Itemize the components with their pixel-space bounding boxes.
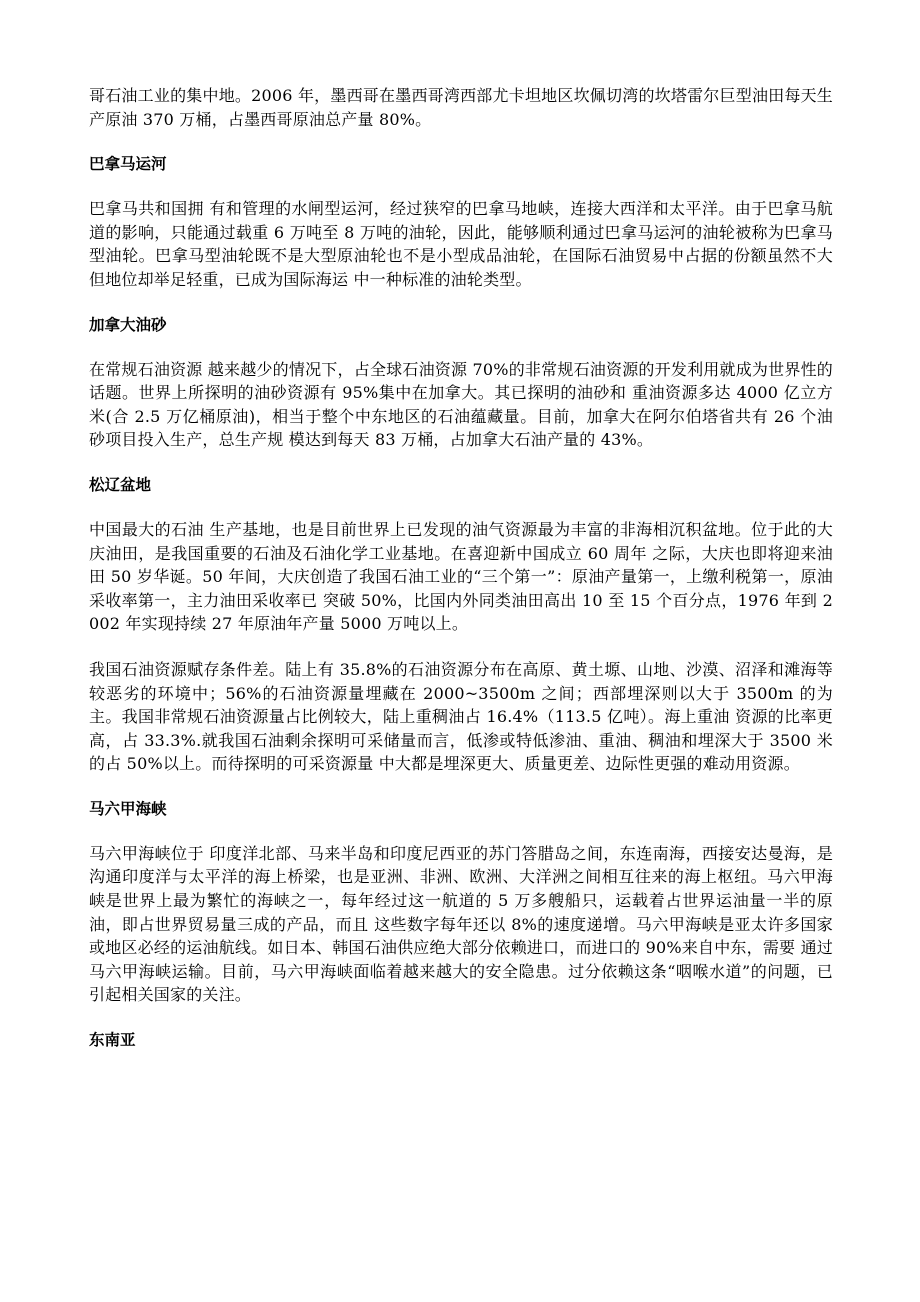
heading-malacca-strait: 马六甲海峡 xyxy=(89,799,167,818)
document-page xyxy=(89,84,833,1073)
paragraph-panama-canal: 巴拿马共和国拥 有和管理的水闸型运河，经过狭窄的巴拿马地峡，连接大西洋和太平洋。由于巴拿马航道的影响，只能通过载重 6 万吨至 8 万吨的油轮，因此，能够顺利通过巴拿马运河的油轮被称为巴拿马型油轮。巴拿马型油轮既不是大型原油轮也不是小型成品油轮，在国际石油贸易中占据的份额虽然不大但地位却举足轻重，已成为国际海运 中一种标准的油轮类型。 xyxy=(89,199,833,289)
heading-panama-canal: 巴拿马运河 xyxy=(89,155,167,174)
heading-southeast-asia: 东南亚 xyxy=(89,1031,136,1050)
paragraph-china-resources: 我国石油资源赋存条件差。陆上有 35.8%的石油资源分布在高原、黄土塬、山地、沙漠、沼泽和滩海等较恶劣的环境中；56%的石油资源量埋藏在 2000~3500m 之间；西部埋深则以大于 3500m 的为主。我国非常规石油资源量占比例较大，陆上重稠油占 16.4%（113.5 亿吨）。海上重油 资源的比率更高，占 33.3%.就我国石油剩余探明可采储量而言，低渗或特低渗油、重油、稠油和埋深大于 3500 米的占 50%以上。而待探明的可采资源量 中大都是埋深更大、质量更差、边际性更强的难动用资源。 xyxy=(89,659,833,774)
heading-songliao-basin: 松辽盆地 xyxy=(89,475,152,494)
paragraph-mexico-continuation: 哥石油工业的集中地。2006 年，墨西哥在墨西哥湾西部尤卡坦地区坎佩切湾的坎塔雷尔巨型油田每天生产原油 370 万桶，占墨西哥原油总产量 80%。 xyxy=(89,86,833,129)
paragraph-canada-oil-sands: 在常规石油资源 越来越少的情况下，占全球石油资源 70%的非常规石油资源的开发利用就成为世界性的话题。世界上所探明的油砂资源有 95%集中在加拿大。其已探明的油砂和 重油资源多达 4000 亿立方米(合 2.5 万亿桶原油)，相当于整个中东地区的石油蕴藏量。目前，加拿大在阿尔伯塔省共有 26 个油砂项目投入生产，总生产规 模达到每天 83 万桶，占加拿大石油产量的 43%。 xyxy=(89,359,833,450)
paragraph-songliao-basin: 中国最大的石油 生产基地，也是目前世界上已发现的油气资源最为丰富的非海相沉积盆地。位于此的大庆油田，是我国重要的石油及石油化学工业基地。在喜迎新中国成立 60 周年 之际，大庆也即将迎来油田 50 岁华诞。50 年间，大庆创造了我国石油工业的“三个第一”：原油产量第一，上缴利税第一，原油采收率第一，主力油田采收率已 突破 50%，比国内外同类油田高出 10 至 15 个百分点，1976 年到 2002 年实现持续 27 年原油年产量 5000 万吨以上。 xyxy=(89,519,833,634)
paragraph-malacca-strait: 马六甲海峡位于 印度洋北部、马来半岛和印度尼西亚的苏门答腊岛之间，东连南海，西接安达曼海，是沟通印度洋与太平洋的海上桥梁，也是亚洲、非洲、欧洲、大洋洲之间相互往来的海上枢纽。马六甲海峡是世界上最为繁忙的海峡之一，每年经过这一航道的 5 万多艘船只，运载着占世界运油量一半的原油，即占世界贸易量三成的产品，而且 这些数字每年还以 8%的速度递增。马六甲海峡是亚太许多国家或地区必经的运油航线。如日本、韩国石油供应绝大部分依赖进口，而进口的 90%来自中东，需要 通过马六甲海峡运输。目前，马六甲海峡面临着越来越大的安全隐患。过分依赖这条“咽喉水道”的问题，已引起相关国家的关注。 xyxy=(89,843,833,1005)
heading-canada-oil-sands: 加拿大油砂 xyxy=(89,315,167,334)
